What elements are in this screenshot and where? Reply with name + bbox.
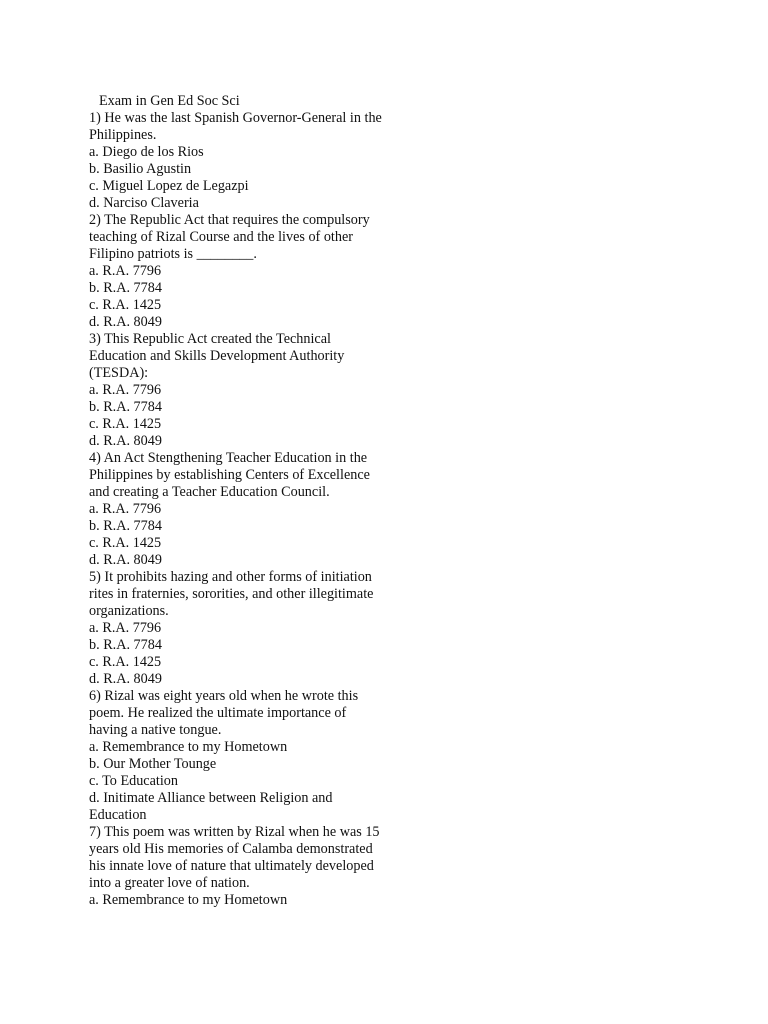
document-line: c. Miguel Lopez de Legazpi [89, 178, 249, 194]
document-line: d. R.A. 8049 [89, 433, 162, 449]
document-line: Education [89, 807, 147, 823]
document-line: rites in fraternies, sororities, and other illegitimate [89, 586, 374, 602]
document-line: 6) Rizal was eight years old when he wrote this [89, 688, 359, 704]
document-line: b. Our Mother Tounge [89, 756, 217, 772]
document-line: c. R.A. 1425 [89, 416, 162, 432]
document-line: 5) It prohibits hazing and other forms of initiation [89, 569, 372, 585]
document-line: b. R.A. 7784 [89, 399, 162, 415]
document-title: Exam in Gen Ed Soc Sci [99, 93, 240, 109]
document-body [89, 110, 419, 909]
document-line: a. R.A. 7796 [89, 382, 162, 398]
document-line: Philippines by establishing Centers of Excellence [89, 467, 370, 483]
document-line: Filipino patriots is ________. [89, 246, 257, 262]
document-line: a. R.A. 7796 [89, 263, 162, 279]
document-line: Philippines. [89, 127, 157, 143]
document-line: b. R.A. 7784 [89, 637, 162, 653]
document-line: his innate love of nature that ultimately developed [89, 858, 374, 874]
document-line: c. R.A. 1425 [89, 654, 162, 670]
document-page [89, 93, 419, 909]
document-line: c. R.A. 1425 [89, 535, 162, 551]
document-line: a. R.A. 7796 [89, 501, 162, 517]
document-line: b. R.A. 7784 [89, 280, 162, 296]
document-line: d. Initimate Alliance between Religion and [89, 790, 333, 806]
document-line: Education and Skills Development Authority [89, 348, 345, 364]
document-line: d. Narciso Claveria [89, 195, 199, 211]
document-line: a. R.A. 7796 [89, 620, 162, 636]
document-line: and creating a Teacher Education Council. [89, 484, 330, 500]
document-line: (TESDA): [89, 365, 149, 381]
document-line: 3) This Republic Act created the Technical [89, 331, 331, 347]
document-line: 7) This poem was written by Rizal when he was 15 [89, 824, 380, 840]
document-line: d. R.A. 8049 [89, 671, 162, 687]
document-line: d. R.A. 8049 [89, 552, 162, 568]
document-line: a. Remembrance to my Hometown [89, 892, 288, 908]
document-line: 2) The Republic Act that requires the compulsory [89, 212, 370, 228]
document-line: years old His memories of Calamba demonstrated [89, 841, 373, 857]
document-line: b. R.A. 7784 [89, 518, 162, 534]
document-line: teaching of Rizal Course and the lives of other [89, 229, 353, 245]
document-line: d. R.A. 8049 [89, 314, 162, 330]
document-line: 4) An Act Stengthening Teacher Education in the [89, 450, 368, 466]
document-line: 1) He was the last Spanish Governor-General in the [89, 110, 382, 126]
document-line: having a native tongue. [89, 722, 222, 738]
document-line: b. Basilio Agustin [89, 161, 192, 177]
document-line: organizations. [89, 603, 169, 619]
document-line: c. R.A. 1425 [89, 297, 162, 313]
document-line: a. Diego de los Rios [89, 144, 204, 160]
document-line: c. To Education [89, 773, 178, 789]
document-line: into a greater love of nation. [89, 875, 250, 891]
document-line: a. Remembrance to my Hometown [89, 739, 288, 755]
document-line: poem. He realized the ultimate importance of [89, 705, 347, 721]
